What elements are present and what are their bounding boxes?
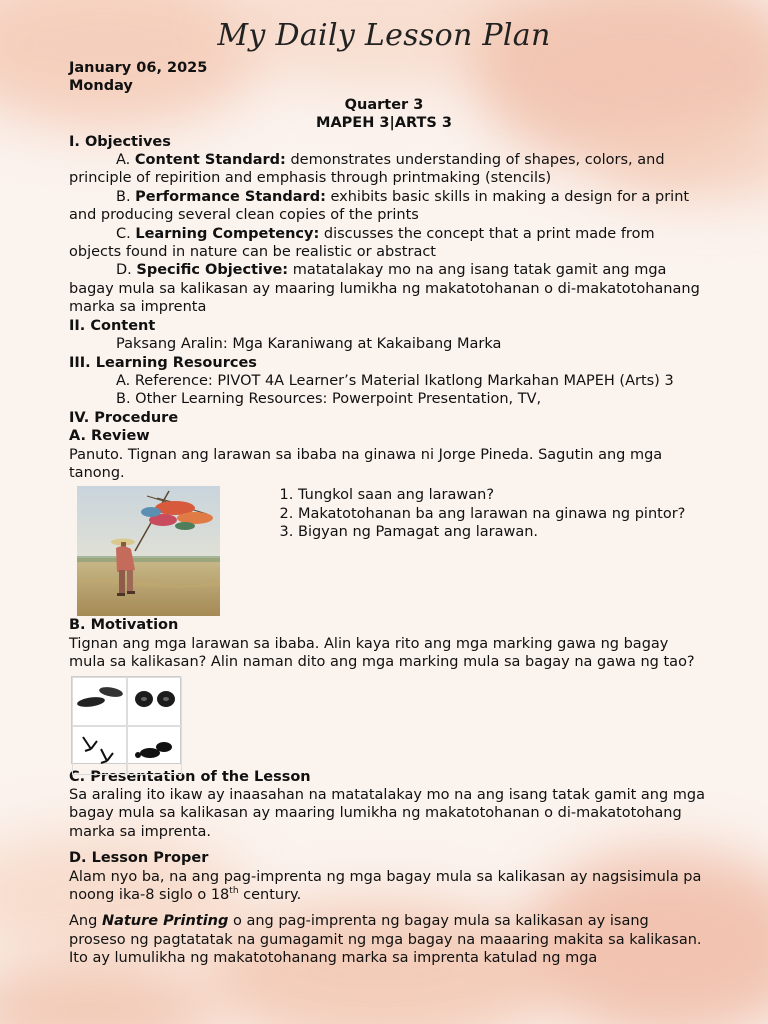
objective-b: B. Performance Standard: exhibits basic skills in making a design for a print and producing several clean copies of the prints: [69, 188, 690, 224]
review-heading: A. Review: [69, 428, 150, 445]
lesson-plan-body: [69, 0, 709, 968]
objective-d: D. Specific Objective: matatalakay mo na ang isang tatak gamit ang mga bagay mula sa kalikasan ay maaring lumikha ng makatotohanan o di-makatotohanang marka sa imprenta: [69, 262, 700, 316]
date: January 06, 2025: [69, 60, 208, 76]
objective-a: A. Content Standard: demonstrates understanding of shapes, colors, and principle of repirition and emphasis through printmaking (stencils): [69, 152, 665, 187]
resources-heading: III. Learning Resources: [69, 354, 257, 371]
review-text: Panuto. Tignan ang larawan sa ibaba na ginawa ni Jorge Pineda. Sagutin ang mga tanong.: [69, 446, 663, 481]
jorge-pineda-painting: [77, 486, 220, 616]
procedure-heading: IV. Procedure: [69, 409, 179, 426]
objective-c: C. Learning Competency: discusses the concept that a print made from objects found in nature can be realistic or abstract: [69, 225, 655, 261]
objectives-heading: I. Objectives: [69, 133, 171, 150]
resource-b: B. Other Learning Resources: Powerpoint Presentation, TV,: [116, 391, 542, 408]
quarter: Quarter 3: [344, 96, 424, 113]
question-item: 2. Makatotohanan ba ang larawan na ginawa ng pintor?: [298, 505, 685, 523]
day: Monday: [69, 78, 133, 95]
subject: MAPEH 3|ARTS 3: [316, 115, 452, 132]
thumbprints-image: [127, 677, 182, 726]
review-questions: [268, 486, 685, 616]
page-title: My Daily Lesson Plan: [217, 18, 551, 53]
resource-a: A. Reference: PIVOT 4A Learner’s Material Ikatlong Markahan MAPEH (Arts) 3: [116, 372, 674, 389]
print-marks-grid: [71, 676, 181, 764]
lesson-proper-heading: D. Lesson Proper: [69, 850, 209, 867]
content-heading: II. Content: [69, 317, 156, 334]
presentation-text: Sa araling ito ikaw ay inaasahan na matatalakay mo na ang isang tatak gamit ang mga bagay mula sa kalikasan ay maaring lumikha ng makatotohanan o di-makatotohang marka sa imprenta.: [69, 786, 705, 840]
leaf-prints-image: [72, 677, 127, 726]
motivation-text: Tignan ang mga larawan sa ibaba. Alin kaya rito ang mga marking gawa ng bagay mula sa kalikasan? Alin naman dito ang mga marking mula sa bagay na gawa ng tao?: [69, 635, 695, 671]
presentation-heading: C. Presentation of the Lesson: [69, 768, 311, 785]
motivation-heading: B. Motivation: [69, 617, 179, 634]
shoe-prints-image: [127, 726, 182, 775]
question-item: 3. Bigyan ng Pamagat ang larawan.: [298, 523, 685, 541]
bird-footprints-image: [72, 726, 127, 775]
lesson-text-1: Alam nyo ba, na ang pag-imprenta ng mga bagay mula sa kalikasan ay nagsisimula pa noong ika-8 siglo o 18th century.: [69, 868, 702, 903]
lesson-text-2: Ang Nature Printing o ang pag-imprenta ng bagay mula sa kalikasan ay isang proseso ng pagtatatak na gumagamit ng mga bagay na maaaring makita sa kalikasan. Ito ay lumulikha ng makatotohanang marka sa imprenta katulad ng mga: [69, 913, 702, 967]
review-section: [69, 486, 709, 616]
question-item: 1. Tungkol saan ang larawan?: [298, 486, 685, 504]
content-text: Paksang Aralin: Mga Karaniwang at Kakaibang Marka: [116, 336, 502, 353]
